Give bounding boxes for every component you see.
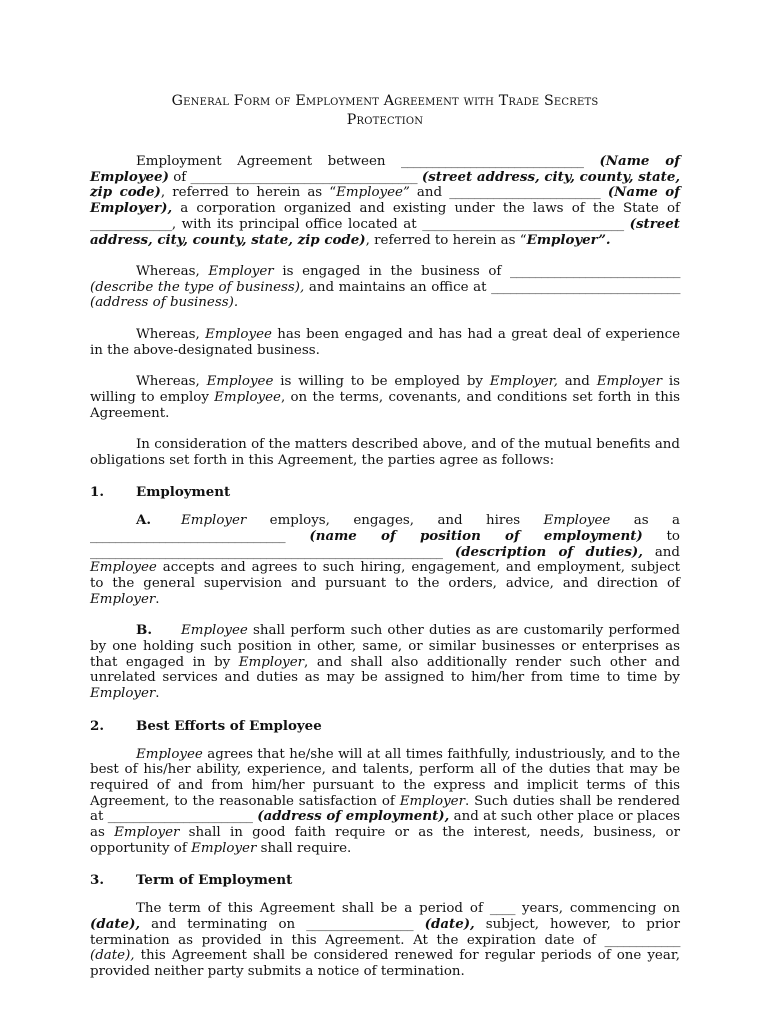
- business-address-blank: ______________________________: [491, 279, 680, 295]
- clause-text: years, commencing on: [515, 901, 680, 917]
- employee-term: Employee”: [336, 185, 410, 201]
- whereas-willing-paragraph: [90, 374, 680, 421]
- whereas-text: Whereas,: [136, 374, 207, 390]
- intro-text: a corporation organized and existing under the laws of the State of: [172, 201, 680, 217]
- clause-text: to: [642, 528, 680, 544]
- employer-term: Employer: [238, 654, 305, 670]
- business-type-hint: (describe the type of business),: [90, 279, 305, 295]
- clause-1a: [90, 513, 680, 607]
- employer-address-blank: ________________________________: [422, 216, 624, 232]
- intro-text: , with its principal office located at: [171, 216, 423, 232]
- title-line-2: Protection: [346, 112, 424, 128]
- clause-text: shall in good faith require or as the interest, needs, business, or opportunity of: [90, 825, 680, 856]
- employee-term: Employee: [90, 560, 157, 576]
- intro-text: , referred to herein as “: [365, 232, 527, 248]
- section-number: 2.: [90, 717, 104, 734]
- employer-term: Employer: [90, 591, 156, 607]
- intro-paragraph: [90, 154, 680, 248]
- whereas-business-paragraph: [90, 264, 680, 311]
- clause-text: agrees that he/she will at all times faithfully, industriously, and to the best of his/her ability, experience, and talents, perform all of the duties that may be required of and from him/her pursuant to the express and implicit terms of this Agreement, to the reasonable satisfaction of: [90, 746, 680, 809]
- employer-term: Employer: [596, 374, 662, 390]
- clause-text: , and shall also additionally render such other and unrelated services and duties as may be assigned to him/her from time to time by: [90, 654, 680, 686]
- employer-term: Employer,: [489, 374, 558, 390]
- title-line-1: General Form of Employment Agreement with Trade Secrets: [171, 93, 599, 109]
- section-3-body: [90, 901, 680, 980]
- state-blank: _____________: [90, 216, 172, 232]
- term-years-blank: ____: [489, 901, 516, 917]
- employee-term: Employee: [181, 623, 248, 639]
- clause-text: subject, however, to prior termination as provided in this Agreement. At the expiration date of: [90, 916, 681, 948]
- employee-name-blank: _____________________________: [400, 154, 584, 169]
- clause-text: .: [155, 686, 160, 702]
- section-title: Best Efforts of Employee: [136, 717, 322, 734]
- employee-term: Employee: [136, 746, 203, 762]
- clause-text: The term of this Agreement shall be a period of: [136, 901, 490, 917]
- clause-text: accepts and agrees to such hiring, engagement, and employment, subject to the general supervision and pursuant to the orders, advice, and direction of: [90, 560, 680, 592]
- clause-label: A.: [136, 512, 152, 529]
- section-2-heading: [90, 718, 680, 734]
- whereas-text: is engaged in the business of: [273, 264, 511, 280]
- position-blank: _______________________________: [90, 528, 286, 544]
- business-address-hint: (address of business).: [90, 295, 239, 311]
- clause-text: this Agreement shall be considered renewed for regular periods of one year, provided neither party submits a notice of termination.: [90, 948, 680, 980]
- employer-term: Employer: [114, 825, 180, 841]
- employee-term: Employee: [543, 513, 611, 529]
- clause-text: shall perform such other duties as are customarily performed by one holding such position in other, same, or similar businesses or enterprises as that engaged in by: [90, 623, 680, 670]
- clause-text: . Such duties shall be rendered at: [90, 793, 680, 825]
- employer-name-blank: ________________________: [449, 185, 601, 201]
- whereas-text: is willing to employ: [90, 374, 680, 405]
- whereas-text: Whereas,: [136, 326, 206, 342]
- business-type-blank: ___________________________: [510, 264, 680, 280]
- employment-address-blank: _______________________: [107, 809, 253, 825]
- employer-term: Employer: [208, 264, 274, 280]
- employer-term: Employer: [90, 686, 156, 702]
- clause-text: employs, engages, and hires: [246, 513, 544, 529]
- employer-term: Employer”.: [526, 231, 611, 248]
- employee-term: Employee: [214, 389, 281, 405]
- employee-name-hint: (Name of Employee): [90, 153, 680, 185]
- employee-term: Employee: [206, 374, 274, 390]
- intro-text: , referred to herein as “: [160, 185, 337, 201]
- clause-text: and at such other place or places as: [90, 809, 681, 841]
- start-date-hint: (date),: [90, 915, 141, 932]
- end-date-hint: (date),: [413, 915, 475, 932]
- employee-address-blank: ____________________________________: [190, 169, 418, 185]
- section-title: Employment: [136, 484, 231, 501]
- intro-text: and: [409, 185, 450, 201]
- clause-text: shall require.: [256, 840, 352, 856]
- employee-address-hint: (street address, city, county, state, zip code): [90, 168, 681, 201]
- whereas-experience-paragraph: [90, 327, 680, 358]
- clause-text: and: [642, 544, 680, 560]
- clause-text: as a: [610, 513, 681, 529]
- employer-address-hint: (street address, city, county, state, zip code): [90, 215, 680, 248]
- clause-text: .: [155, 591, 160, 607]
- employer-name-hint: (Name of Employer),: [90, 184, 680, 217]
- section-title: Term of Employment: [136, 872, 293, 889]
- employee-term: Employee: [205, 326, 272, 342]
- section-number: 3.: [90, 872, 104, 889]
- section-3-heading: [90, 872, 680, 888]
- employment-address-hint: (address of employment),: [252, 808, 450, 825]
- section-2-body: [90, 747, 680, 857]
- end-date-blank: _________________: [306, 916, 414, 932]
- whereas-text: and maintains an office at: [304, 279, 492, 295]
- clause-label: B.: [136, 622, 152, 639]
- clause-1b: [90, 623, 680, 702]
- consideration-paragraph: In consideration of the matters described above, and of the mutual benefits and obligations set forth in this Agreement, the parties agree as follows:: [90, 437, 680, 468]
- section-number: 1.: [90, 484, 104, 501]
- duties-blank: ________________________________________________________: [90, 544, 443, 560]
- intro-text: of: [168, 169, 191, 185]
- document-page: [90, 92, 680, 996]
- expiration-date-hint: (date),: [90, 948, 135, 964]
- employer-term: Employer: [181, 513, 247, 529]
- whereas-text: , on the terms, covenants, and conditions set forth in this Agreement.: [90, 389, 680, 421]
- whereas-text: Whereas,: [136, 264, 209, 280]
- employer-term: Employer: [399, 793, 465, 809]
- intro-text: Employment Agreement between: [136, 154, 401, 169]
- employer-term: Employer: [191, 840, 257, 856]
- whereas-text: is willing to be employed by: [273, 374, 490, 390]
- whereas-text: has been engaged and has had a great deal of experience in the above-designated business.: [90, 326, 680, 358]
- section-1-heading: [90, 484, 680, 500]
- expiration-date-blank: ____________: [604, 932, 680, 948]
- position-hint: (name of position of employment): [285, 527, 643, 544]
- document-title: [90, 92, 680, 130]
- clause-text: and terminating on: [140, 916, 307, 932]
- whereas-text: and: [557, 374, 597, 390]
- duties-hint: (description of duties),: [442, 543, 643, 560]
